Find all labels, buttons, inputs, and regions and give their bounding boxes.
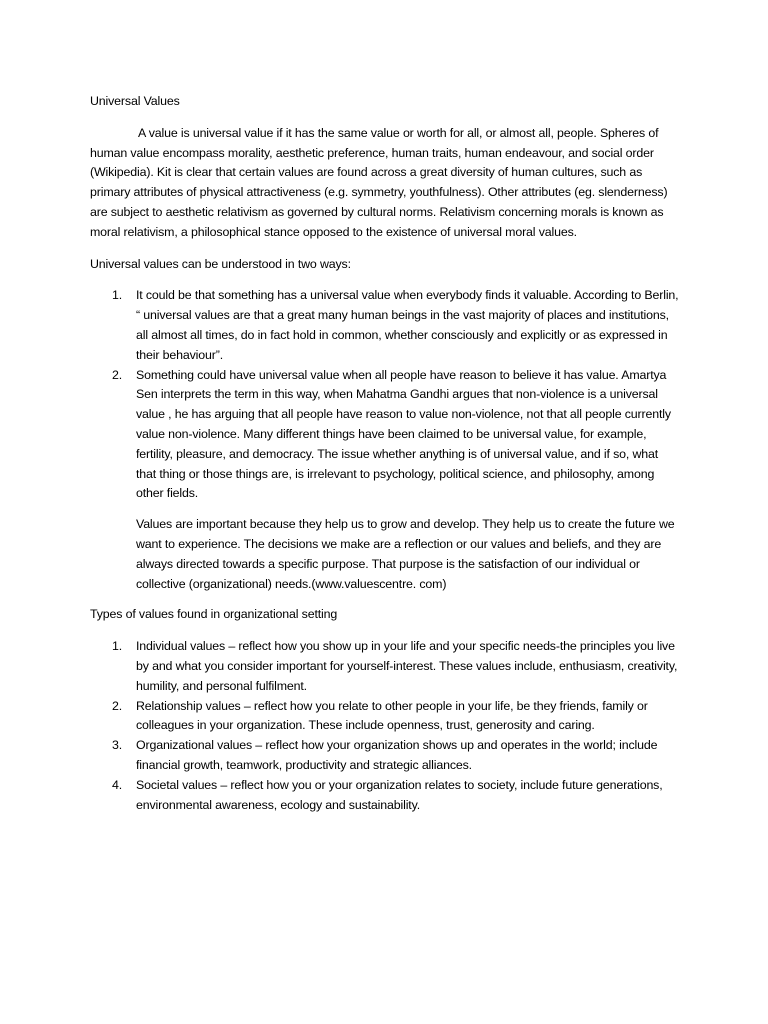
- types-list-block: [90, 637, 680, 815]
- ways-list-block: [90, 286, 680, 504]
- list-number: 1.: [112, 288, 123, 303]
- list-text: Organizational values – reflect how your organization shows up and operates in the world; include financial growth, teamwork, productivity and strategic alliances.: [136, 738, 658, 772]
- list-number: 1.: [112, 639, 123, 654]
- list-item: [90, 776, 680, 816]
- list-text: Individual values – reflect how you show up in your life and your specific needs-the principles you live by and what you consider important for yourself-interest. These values include, enthusiasm, creativity, humility, and personal fulfilment.: [136, 639, 678, 693]
- ways-heading: Universal values can be understood in two ways:: [90, 256, 351, 271]
- list-text: Societal values – reflect how you or your organization relates to society, include future generations, environmental awareness, ecology and sustainability.: [136, 777, 663, 812]
- intro-paragraph: A value is universal value if it has the same value or worth for all, or almost all, people. Spheres of human value encompass morality, aesthetic preference, human traits, human endeavour, and social order (Wikipedia). Kit is clear that certain values are found across a great diversity of human cultures, such as primary attributes of physical attractiveness (e.g. symmetry, youthfulness). Other attributes (eg. slenderness) are subject to aesthetic relativism as governed by cultural norms. Relativism concerning morals is known as moral relativism, a philosophical stance opposed to the existence of universal moral values.: [90, 125, 668, 239]
- list-item: [90, 286, 680, 365]
- ways-list: [90, 286, 680, 504]
- list-item: [90, 736, 680, 776]
- list-number: 2.: [112, 698, 123, 713]
- list-text: It could be that something has a universal value when everybody finds it valuable. According to Berlin, “ universal values are that a great many human beings in the vast majority of places and institutions, all almost all times, do in fact hold in common, whether consciously and explicitly or as expressed in their behaviour”.: [136, 288, 679, 362]
- types-list: [90, 637, 680, 815]
- list-text: Something could have universal value when all people have reason to believe it has value. Amartya Sen interprets the term in this way, when Mahatma Gandhi argues that non-violence is a universal value , he has arguing that all people have reason to value non-violence, not that all people currently value non-violence. Many different things have been claimed to be universal value, for example, fertility, pleasure, and democracy. The issue whether anything is of universal value, and if so, what that thing or those things are, is irrelevant to psychology, political science, and philosophy, among other fields.: [136, 367, 671, 501]
- document-page: [90, 92, 680, 815]
- list-item: [90, 697, 680, 737]
- list-item: [90, 366, 680, 505]
- list-number: 3.: [112, 738, 123, 753]
- types-heading: Types of values found in organizational setting: [90, 607, 338, 622]
- list-item: [90, 637, 680, 696]
- closing-paragraph: Values are important because they help us to grow and develop. They help us to create the future we want to experience. The decisions we make are a reflection or our values and beliefs, and they are always directed towards a specific purpose. That purpose is the satisfaction of our individual or collective (organizational) needs.(www.valuescentre. com): [136, 517, 675, 591]
- document-title: Universal Values: [90, 94, 180, 108]
- list-text: Relationship values – reflect how you relate to other people in your life, be they friends, family or colleagues in your organization. These include openness, trust, generosity and caring.: [136, 698, 648, 733]
- list-number: 2.: [112, 367, 123, 382]
- list-number: 4.: [112, 777, 123, 792]
